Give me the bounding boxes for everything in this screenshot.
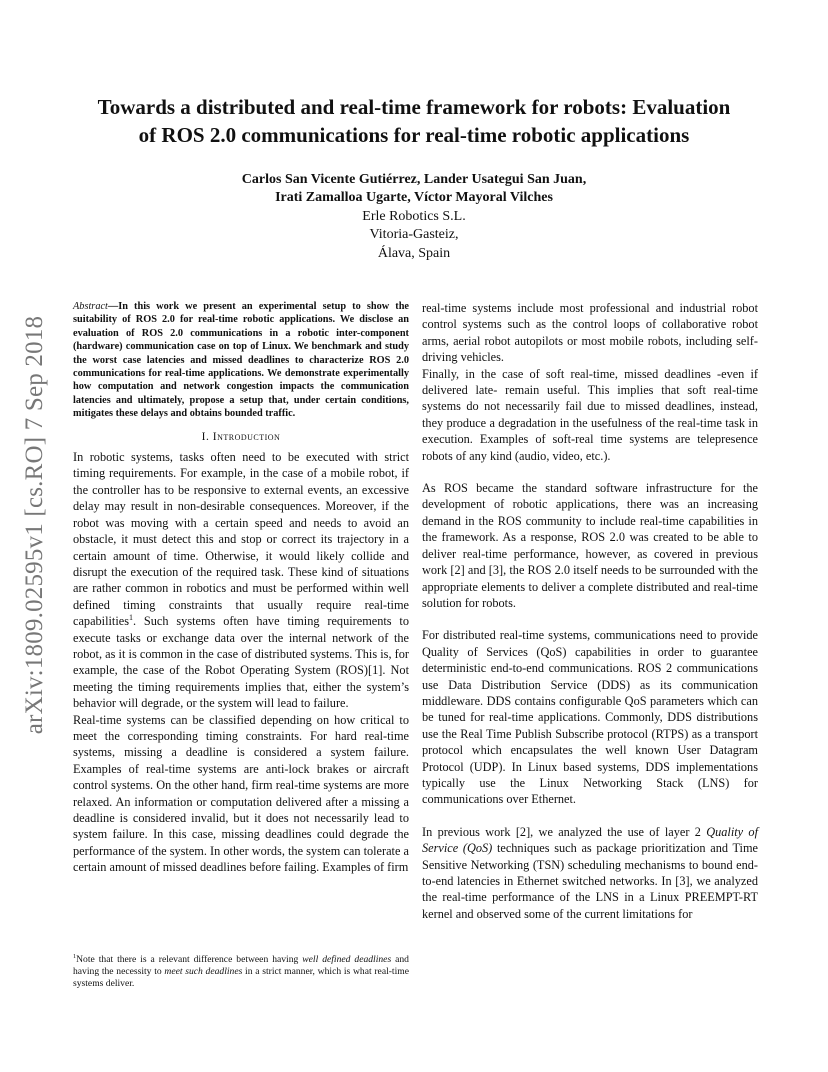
paper-title — [60, 93, 768, 149]
abstract-text: In this work we present an experimental setup to show the suitability of ROS 2.0 for real-time robotic applications. We disclose an evaluation of ROS 2.0 communications in a robotic inter-component (hardware) communication case on top of Linux. We benchmark and study the worst case latencies and missed deadlines to characterize ROS 2.0 communications for real-time applications. We demonstrate experimentally how computation and network congestion impacts the communication latencies and ultimately, propose a setup that, under certain conditions, mitigates these delays and obtains bounded traffic. — [73, 301, 409, 420]
footnote-marker: 1 — [129, 613, 133, 623]
footnote-text-a: Note that there is a relevant difference between having — [76, 954, 303, 965]
arxiv-identifier-text: arXiv:1809.02595v1 [cs.RO] 7 Sep 2018 — [21, 315, 48, 735]
footnote-italic-b: meet such deadlines — [164, 966, 243, 978]
affiliation-line-3: Álava, Spain — [377, 245, 451, 261]
intro-p1-text-b: . Such systems often have timing requirements to execute tasks or exchange data over the internal network of the robot, as it is common in the case of distributed systems. This is, for example, the case of the Robot Operating System (ROS)[1]. Not meeting the timing requirements implies that, either the system’s behavior will degrade, or the system will lead to failure. — [73, 614, 409, 711]
intro-paragraph-2: Real-time systems can be classified depending on how critical to meet the corresponding timing constraints. For hard real-time systems, missing a deadline is considered a system failure. Examples of real-time systems are anti-lock brakes or aircraft control systems. On the other hand, firm real-time systems are more relaxed. An information or computation delivered after a missing a deadline is considered invalid, but it does not necessarily lead to system failure. In this case, missing deadlines could degrade the performance of the system. In other words, the system can tolerate a certain amount of missed deadlines before failing. Examples of firm — [73, 712, 409, 875]
footnote-text-b: and having the necessity to — [73, 954, 409, 978]
footnote-italic-a: well defined deadlines — [302, 954, 392, 965]
affiliation-line-1: Erle Robotics S.L. — [362, 208, 466, 224]
abstract-dash: — — [107, 301, 119, 312]
title-line-2: of ROS 2.0 communications for real-time robotic applications — [138, 123, 690, 147]
right-p5-text-a: In previous work [2], we analyzed the use of layer 2 — [422, 824, 707, 839]
right-p5-italic: Quality of Service (QoS) — [422, 824, 758, 856]
author-block — [100, 171, 728, 263]
section-heading-introduction: I. Introduction — [201, 430, 281, 443]
footnote — [73, 954, 409, 991]
arxiv-identifier — [0, 290, 70, 760]
abstract — [73, 300, 409, 421]
author-names-line-2: Irati Zamalloa Ugarte, Víctor Mayoral Vilches — [275, 190, 553, 206]
right-p5-text-b: techniques such as package prioritization and Time Sensitive Networking (TSN) scheduling mechanisms to bound end-to-end latencies in Ethernet switched networks. In [3], we analyzed the real-time performance of the LNS in a Linux PREEMPT-RT kernel and observed some of the current limitations for — [422, 841, 758, 921]
right-paragraph-3: As ROS became the standard software infrastructure for the development of robotic applications, there was an increasing demand in the ROS community to include real-time capabilities in the framework. As a response, ROS 2.0 was created to be able to deliver real-time performance, however, as covered in previous work [2] and [3], the ROS 2.0 itself needs to be surrounded with the appropriate elements to deliver a complete distributed and real-time solution for robots. — [422, 481, 758, 610]
right-paragraph-1: real-time systems include most professional and industrial robot control systems such as the control loops of collaborative robot arms, aerial robot autopilots or most mobile robots, including self-driving vehicles. — [422, 301, 758, 365]
footnote-number: 1 — [73, 952, 77, 960]
intro-p1-text-a: In robotic systems, tasks often need to be executed with strict timing requirements. For example, in the case of a mobile robot, if the controller has to be responsive to external events, an excessive delay may result in non-desirable consequences. Moreover, if the robot was moving with a certain speed and needs to avoid an obstacle, it must detect this and stop or correct its trajectory in a certain amount of time. Otherwise, it would likely collide and disrupt the execution of the required task. These kind of situations are rather common in robotics and must be performed within well defined timing constraints that usually require real-time capabilities — [73, 450, 409, 629]
right-column — [422, 300, 758, 922]
footnote-text-c: in a strict manner, which is what real-time systems deliver. — [73, 966, 409, 990]
intro-paragraph-1 — [73, 449, 409, 712]
abstract-label: Abstract — [73, 301, 108, 312]
affiliation-line-2: Vitoria-Gasteiz, — [369, 227, 459, 243]
title-line-1: Towards a distributed and real-time framework for robots: Evaluation — [97, 95, 731, 119]
left-column — [73, 300, 409, 876]
right-paragraph-5 — [422, 824, 758, 922]
right-paragraph-4: For distributed real-time systems, communications need to provide Quality of Services (QoS) capabilities in order to guarantee deterministic end-to-end communications. ROS 2 communications use Data Distribution Service (DDS) as its communication middleware. DDS contains configurable QoS parameters which can be tuned for real-time applications. Commonly, DDS distributions use the Real Time Publish Subscribe protocol (RTPS) as a transport protocol which encapsulates the well known User Datagram Protocol (UDP). In Linux based systems, DDS implementations typically use the Linux Networking Stack (LNS) for communications over Ethernet. — [422, 628, 758, 807]
author-names-line-1: Carlos San Vicente Gutiérrez, Lander Usategui San Juan, — [241, 172, 587, 187]
right-paragraph-2: Finally, in the case of soft real-time, missed deadlines -even if delivered late- remain useful. This implies that soft real-time systems do not necessarily fail due to missed deadlines, instead, they produce a degradation in the usefulness of the real-time task in execution. Examples of soft-real time systems are telepresence robots of any kind (audio, video, etc.). — [422, 366, 758, 463]
